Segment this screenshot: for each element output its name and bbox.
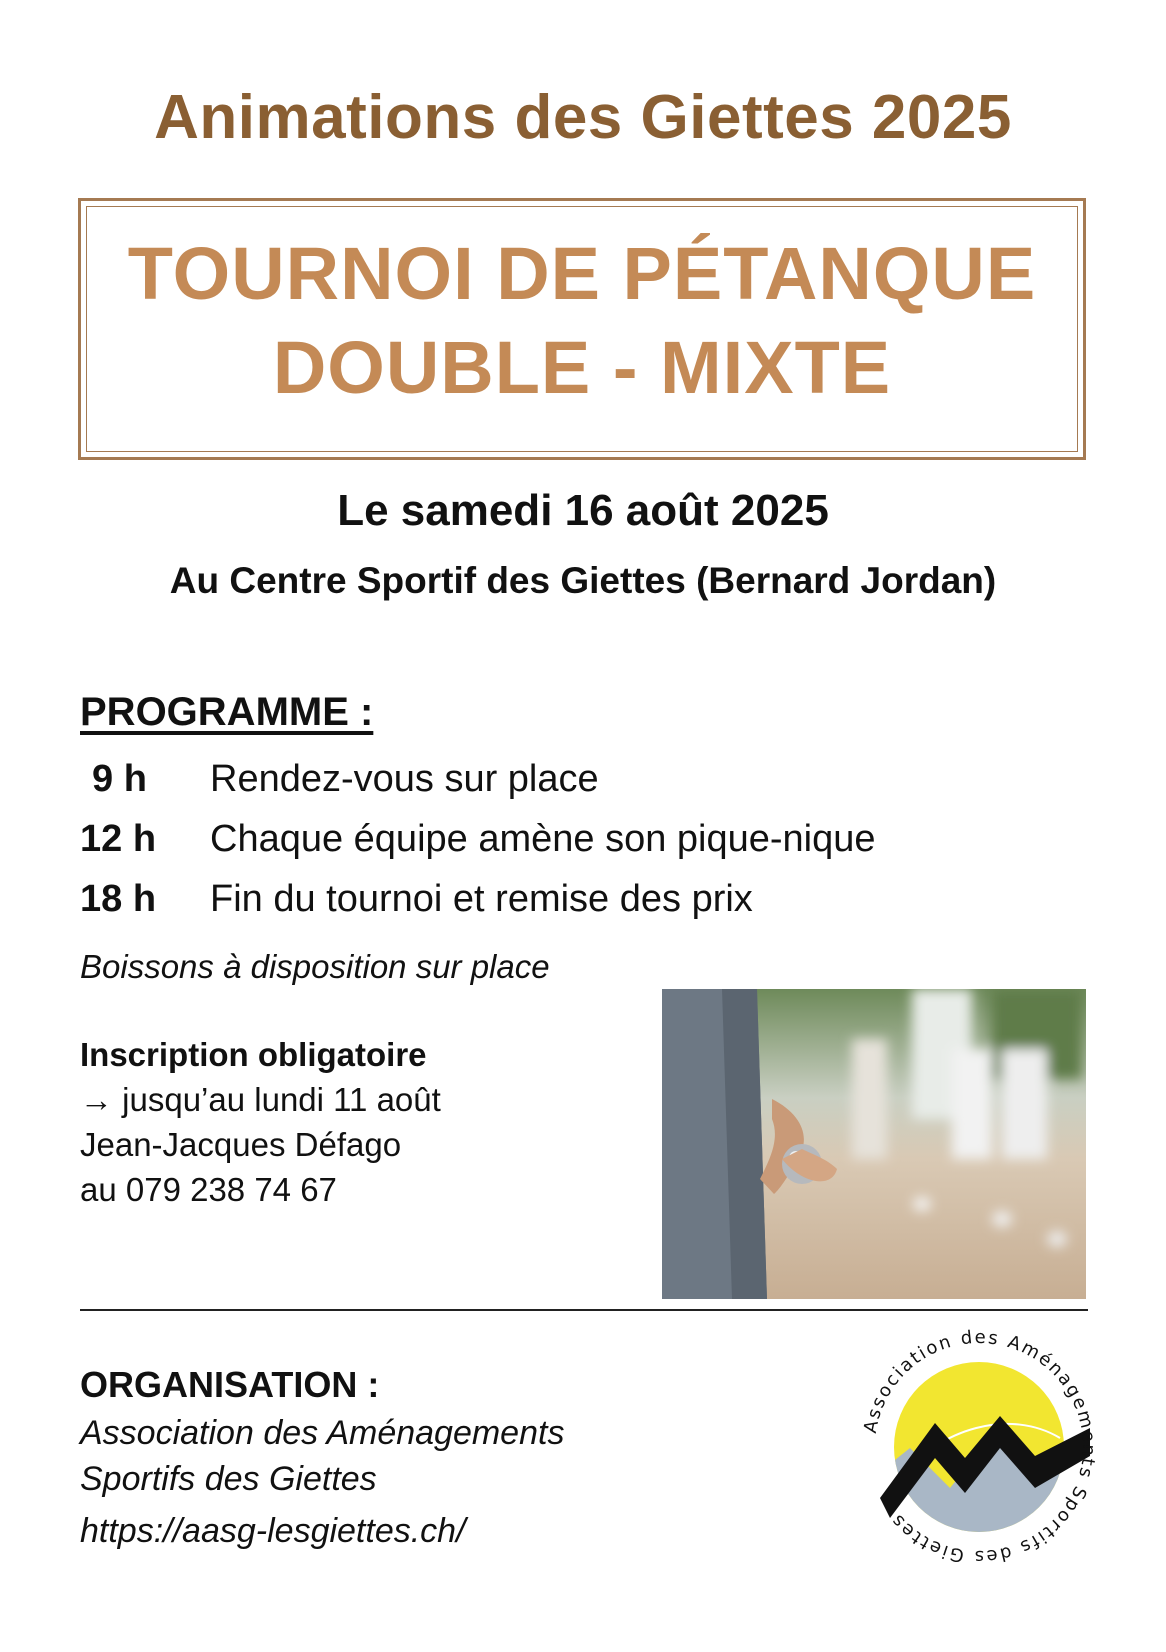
programme-heading: PROGRAMME :	[80, 690, 374, 734]
programme-text-1: Rendez-vous sur place	[210, 758, 599, 800]
organisation-url[interactable]: https://aasg-lesgiettes.ch/	[80, 1512, 466, 1550]
event-venue: Au Centre Sportif des Giettes (Bernard Jordan)	[169, 560, 997, 601]
programme-time-1: 9 h	[92, 758, 147, 800]
registration-phone: au 079 238 74 67	[80, 1171, 337, 1208]
association-logo	[860, 1328, 1098, 1566]
event-title-line2: DOUBLE - MIXTE	[272, 326, 892, 409]
registration-contact: Jean-Jacques Défago	[80, 1126, 402, 1163]
logo-ring-text: Association des Aménagements Sportifs des Giettes	[860, 1328, 1098, 1566]
event-title-line1: TOURNOI DE PÉTANQUE	[127, 232, 1037, 315]
event-date: Le samedi 16 août 2025	[337, 486, 829, 535]
programme-text-3: Fin du tournoi et remise des prix	[210, 878, 753, 920]
organisation-name-line2: Sportifs des Giettes	[80, 1460, 377, 1498]
organisation-name-line1: Association des Aménagements	[80, 1414, 565, 1452]
programme-time-3: 18 h	[80, 878, 157, 920]
divider	[80, 1309, 1088, 1311]
programme-note: Boissons à disposition sur place	[80, 948, 550, 985]
programme-text-2: Chaque équipe amène son pique-nique	[210, 818, 876, 860]
organisation-heading: ORGANISATION :	[80, 1364, 380, 1405]
registration-deadline: → jusqu’au lundi 11 août	[80, 1081, 441, 1118]
registration-heading: Inscription obligatoire	[80, 1036, 427, 1073]
header-title: Animations des Giettes 2025	[154, 83, 1012, 152]
programme-time-2: 12 h	[80, 818, 157, 860]
event-title-box	[78, 198, 1086, 460]
registration-block	[80, 1032, 441, 1212]
petanque-photo	[662, 989, 1086, 1299]
